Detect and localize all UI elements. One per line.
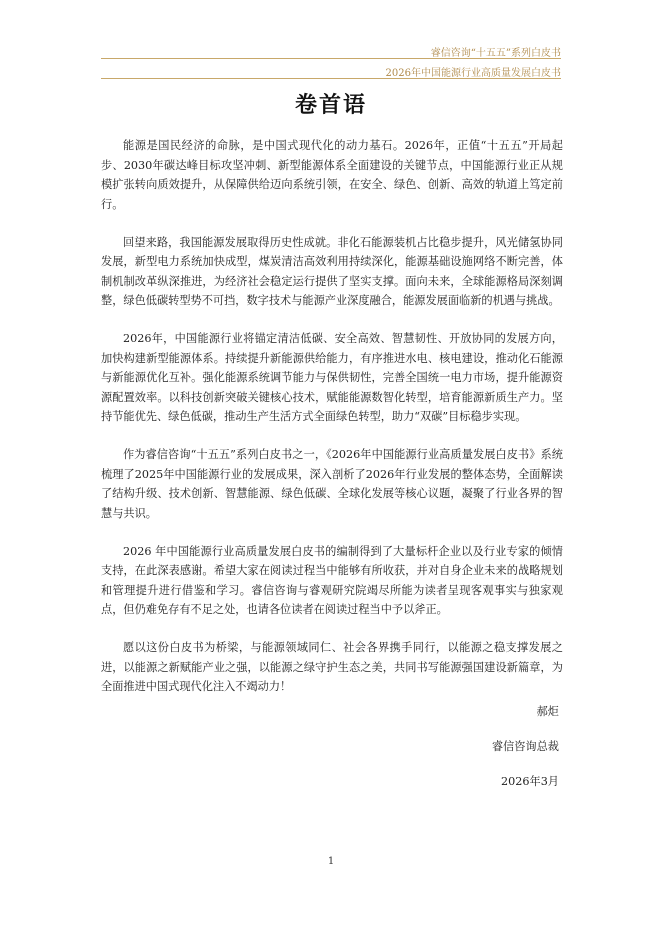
page-number: 1 [327, 856, 335, 867]
paragraph: 愿以这份白皮书为桥梁，与能源领域同仁、社会各界携手同行，以能源之稳支撑发展之进，以能源之新赋能产业之强，以能源之绿守护生态之美，共同书写能源强国建设新篇章，为全面推进中国式现代化注入不竭动力！ [101, 641, 563, 693]
paragraph: 2026年，中国能源行业将锚定清洁低碳、安全高效、智慧韧性、开放协同的发展方向，加快构建新型能源体系。持续提升新能源供给能力，有序推进水电、核电建设，推动化石能源与新能源优化互补。强化能源系统调节能力与保供韧性，完善全国统一电力市场，提升能源资源配置效率。以科技创新突破关键核心技术，赋能能源数智化转型，培育能源新质生产力。坚持节能优先、绿色低碳，推动生产生活方式全面绿色转型，助力“双碳”目标稳步实现。 [101, 332, 563, 423]
paragraph: 作为睿信咨询“十五五”系列白皮书之一，《2026年中国能源行业高质量发展白皮书》系统梳理了2025年中国能源行业的发展成果，深入剖析了2026年行业发展的整体态势，全面解读了结构升级、技术创新、智慧能源、绿色低碳、全球化发展等核心议题，凝聚了行业各界的智慧与共识。 [101, 448, 563, 520]
signature-date: 2026年3月 [501, 775, 559, 788]
paragraph: 能源是国民经济的命脉，是中国式现代化的动力基石。2026年，正值“十五五”开局起步、2030年碳达峰目标攻坚冲刺、新型能源体系全面建设的关键节点，中国能源行业正从规模扩张转向质效提升，从保障供给迈向系统引领，在安全、绿色、创新、高效的轨道上笃定前行。 [101, 139, 563, 211]
paragraph: 回望来路，我国能源发展取得历史性成就。非化石能源装机占比稳步提升，风光储氢协同发展，新型电力系统加快成型，煤炭清洁高效利用持续深化，能源基础设施网络不断完善，体制机制改革纵深推进，为经济社会稳定运行提供了坚实支撑。面向未来，全球能源格局深刻调整，绿色低碳转型势不可挡，数字技术与能源产业深度融合，能源发展面临新的机遇与挑战。 [101, 235, 563, 307]
signature-position: 睿信咨询总裁 [491, 740, 559, 753]
report-title: 2026年中国能源行业高质量发展白皮书 [385, 68, 561, 79]
signature-name: 郝炬 [536, 705, 559, 718]
series-title: 睿信咨询“十五五”系列白皮书 [430, 48, 561, 59]
header-divider-bottom [101, 78, 561, 79]
body-text [101, 136, 563, 715]
paragraph: 2026 年中国能源行业高质量发展白皮书的编制得到了大量标杆企业以及行业专家的倾情支持，在此深表感谢。希望大家在阅读过程当中能够有所收获，并对自身企业未来的战略规划和管理提升进行借鉴和学习。睿信咨询与睿观研究院竭尽所能为读者呈现客观事实与独家观点，但仍难免存有不足之处，也请各位读者在阅读过程当中予以斧正。 [101, 544, 563, 616]
page-title: 卷首语 [294, 92, 367, 118]
header-divider [101, 58, 561, 59]
